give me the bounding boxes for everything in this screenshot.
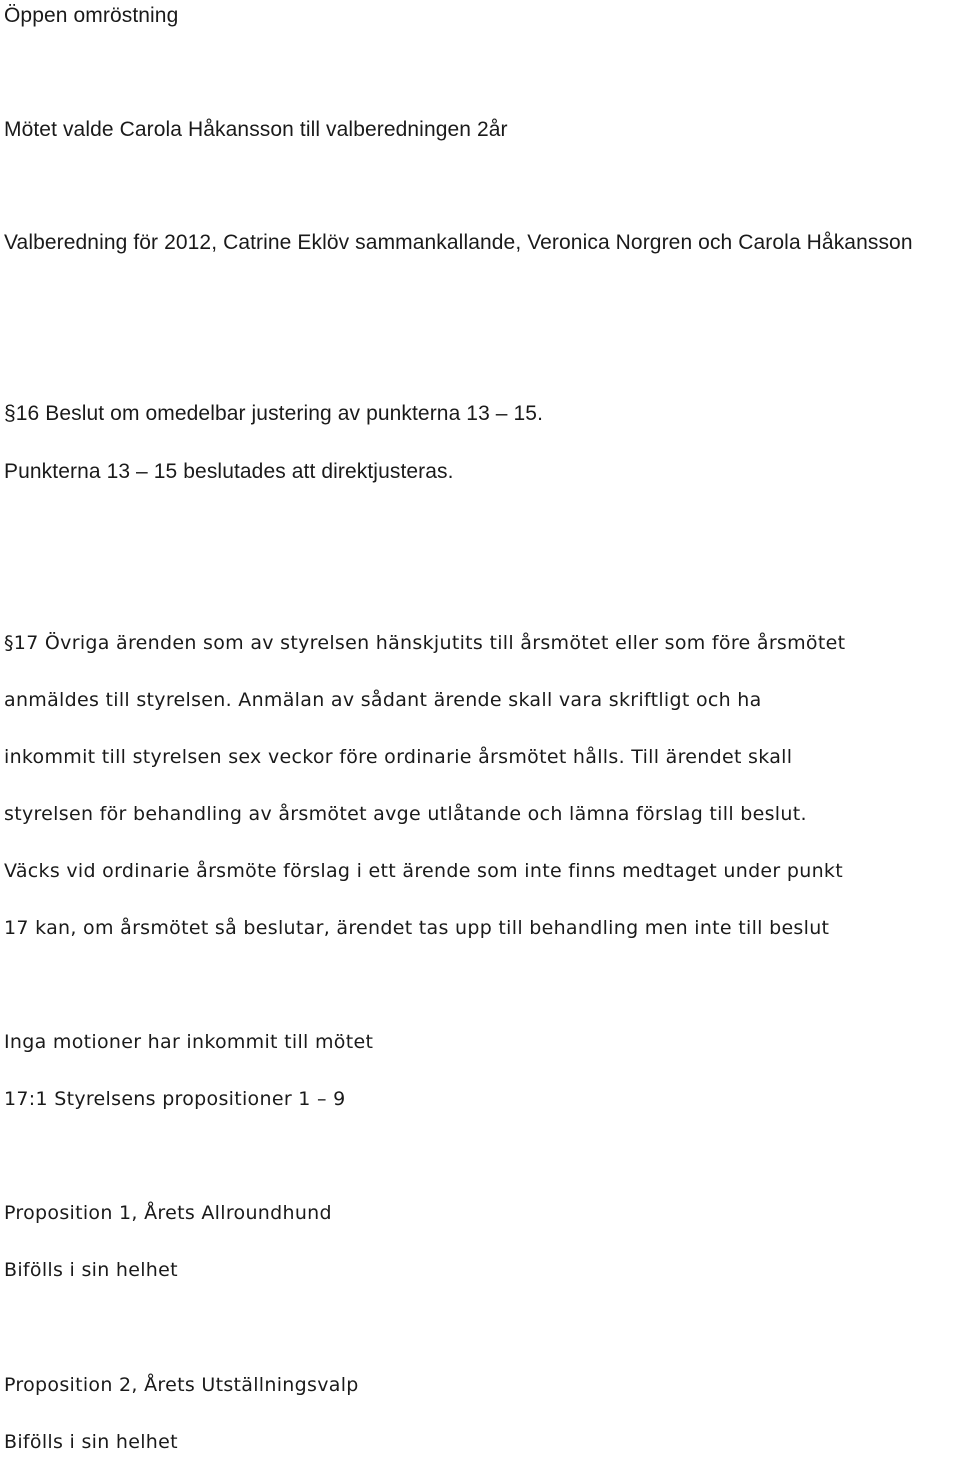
text-line-valberedning-2012: Valberedning för 2012, Catrine Eklöv sammankallande, Veronica Norgren och Carola Håkansson [4, 231, 913, 254]
paragraph-17-line-5: Väcks vid ordinarie årsmöte förslag i ett ärende som inte finns medtaget under punkt [4, 860, 843, 882]
text-line-valberedning-val: Mötet valde Carola Håkansson till valberedningen 2år [4, 118, 508, 141]
paragraph-17-line-3: inkommit till styrelsen sex veckor före ordinarie årsmötet hålls. Till ärendet skall [4, 746, 793, 768]
text-line-oppen-omrostning: Öppen omröstning [4, 4, 179, 27]
text-line-punkterna-justeras: Punkterna 13 – 15 beslutades att direktjusteras. [4, 460, 454, 483]
proposition-1-title: Proposition 1, Årets Allroundhund [4, 1202, 332, 1224]
proposition-1-decision: Bifölls i sin helhet [4, 1259, 178, 1281]
proposition-2-decision: Bifölls i sin helhet [4, 1431, 178, 1453]
paragraph-17-line-2: anmäldes till styrelsen. Anmälan av sådant ärende skall vara skriftligt och ha [4, 689, 762, 711]
paragraph-17-line-6: 17 kan, om årsmötet så beslutar, ärendet tas upp till behandling men inte till beslut [4, 917, 830, 939]
proposition-2-title: Proposition 2, Årets Utställningsvalp [4, 1374, 359, 1396]
paragraph-17-line-4: styrelsen för behandling av årsmötet avge utlåtande och lämna förslag till beslut. [4, 803, 807, 825]
text-line-inga-motioner: Inga motioner har inkommit till mötet [4, 1031, 374, 1053]
section-heading-17-1: 17:1 Styrelsens propositioner 1 – 9 [4, 1088, 346, 1110]
section-heading-16: §16 Beslut om omedelbar justering av punkterna 13 – 15. [4, 402, 543, 425]
section-heading-17: §17 Övriga ärenden som av styrelsen hänskjutits till årsmötet eller som före årsmötet [4, 632, 846, 654]
